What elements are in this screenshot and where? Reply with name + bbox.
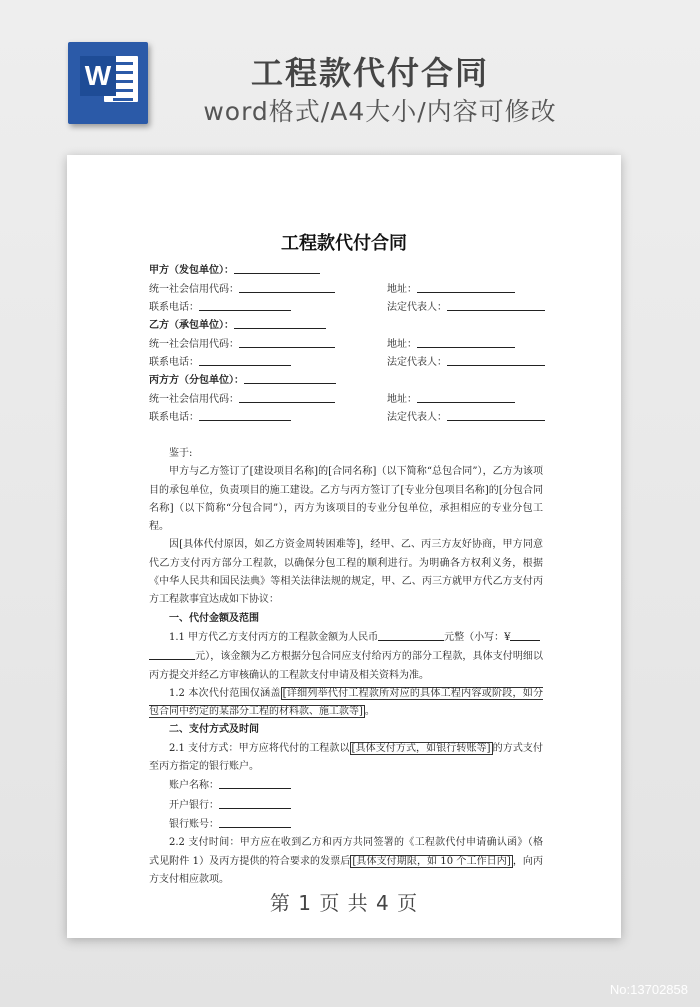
clause-2-1-text-a: 2.1 支付方式：甲方应将代付的工程款以	[169, 742, 350, 754]
party-a-credit-label: 统一社会信用代码：	[149, 283, 239, 295]
party-b-credit-label: 统一社会信用代码：	[149, 338, 239, 350]
bank-row	[149, 796, 543, 815]
party-c-block	[149, 371, 569, 427]
bank-blank	[219, 796, 291, 809]
payment-method-placeholder-box: [具体支付方式，如银行转账等]	[351, 742, 491, 754]
clause-1-2	[149, 685, 543, 722]
account-number-row	[149, 815, 543, 834]
page-footer: 第 1 页 共 4 页	[269, 891, 419, 915]
paragraph-background: 甲方与乙方签订了[建设项目名称]的[合同名称]（以下简称“总包合同”），乙方为该项目的承包单位，负责项目的施工建设。乙方与丙方签订了[专业分包项目名称]的[分包合同名称]（以下简称“分包合同”），丙方为该项目的专业分包单位，承担相应的专业分包工程。	[149, 466, 543, 533]
clause-1-2-text: 1.2 本次代付范围仅涵盖	[169, 687, 281, 699]
party-b-phone-blank	[199, 353, 291, 366]
party-a-address-blank	[417, 280, 515, 293]
clause-1-1	[149, 628, 543, 685]
party-c-phone-blank	[199, 408, 291, 421]
party-a-rep-label: 法定代表人：	[387, 302, 447, 313]
word-letter: W	[80, 56, 116, 96]
payment-deadline-placeholder-box: [具体支付期限，如 10 个工作日内]	[352, 855, 511, 867]
party-b-blank	[234, 316, 326, 329]
header-title: 工程款代付合同	[250, 54, 489, 92]
party-b-rep-label: 法定代表人：	[387, 357, 447, 368]
party-b-block	[149, 316, 569, 372]
party-c-rep-label: 法定代表人：	[387, 412, 447, 423]
header-subtitle: word格式/A4大小/内容可修改	[203, 97, 557, 126]
party-a-address-label: 地址：	[387, 283, 417, 295]
party-c-credit-blank	[239, 390, 335, 403]
image-number-watermark: No:13702858	[609, 982, 688, 997]
account-name-blank	[219, 776, 291, 789]
party-b-address-blank	[417, 335, 515, 348]
clause-2-2	[149, 834, 543, 889]
amount-digits-blank-2	[149, 647, 195, 660]
paragraph-reason: 因[具体代付原因，如乙方资金周转困难等]，经甲、乙、丙三方友好协商，甲方同意代乙方支付丙方部分工程款，以确保分包工程的顺利进行。为明确各方权利义务，根据《中华人民共和国民法典》等相关法律法规的规定，甲、乙、丙三方就甲方代乙方支付丙方工程款事宜达成如下协议：	[149, 539, 543, 606]
account-number-blank	[219, 815, 291, 828]
party-a-rep-blank	[447, 298, 545, 311]
party-c-address-label: 地址：	[387, 393, 417, 405]
clause-2-2-text-a: 2.2 支付时间：甲方应在收到乙方和丙方共同签署的《工程款代付申请确认函》（格式见附件 1）及丙方提供的符合要求的发票后	[149, 837, 543, 867]
party-b-address-label: 地址：	[387, 338, 417, 350]
document-title: 工程款代付合同	[281, 233, 407, 254]
account-number-label: 银行账号：	[169, 818, 219, 830]
amount-digits-blank	[510, 628, 540, 641]
scope-placeholder-box: [详细列举代付工程款所对应的具体工程内容或阶段，如分包合同中约定的某部分工程的材料款、施工款等]	[149, 687, 543, 718]
clause-1-1-text-c: 元），该金额为乙方根据分包合同应支付给丙方的部分工程款，具体支付明细以丙方提交并经乙方审核确认的工程款支付申请及相关资料为准。	[149, 651, 543, 681]
party-c-credit-label: 统一社会信用代码：	[149, 393, 239, 405]
clause-2-2-text-b: ，向丙方支付相应款项。	[149, 855, 544, 885]
party-b-credit-blank	[239, 335, 335, 348]
bank-label: 开户银行：	[169, 799, 219, 811]
party-c-phone-label: 联系电话：	[149, 412, 199, 423]
amount-words-blank	[378, 628, 444, 641]
party-a-credit-blank	[239, 280, 335, 293]
party-a-blank	[234, 261, 320, 274]
document-page	[67, 155, 621, 938]
party-b-label: 乙方（承包单位）：	[149, 320, 234, 331]
party-b-phone-label: 联系电话：	[149, 357, 199, 368]
section-2-heading: 二、支付方式及时间	[169, 724, 259, 736]
party-a-label: 甲方（发包单位）：	[149, 265, 234, 276]
party-c-address-blank	[417, 390, 515, 403]
party-a-block	[149, 261, 569, 317]
account-name-row	[149, 776, 543, 795]
party-a-phone-label: 联系电话：	[149, 302, 199, 313]
party-c-rep-blank	[447, 408, 545, 421]
clause-2-1	[149, 740, 543, 777]
clause-1-1-text-a: 1.1 甲方代乙方支付丙方的工程款金额为人民币	[169, 631, 379, 643]
party-b-rep-blank	[447, 353, 545, 366]
account-name-label: 账户名称：	[169, 780, 219, 792]
clause-1-2-end: 。	[364, 706, 375, 718]
contract-body	[149, 445, 543, 889]
whereas-heading: 鉴于:	[169, 448, 193, 459]
clause-1-1-text-b: 元整（小写：¥	[444, 631, 511, 643]
word-app-icon	[68, 42, 148, 124]
clause-2-1-text-b: 的方式支付至丙方指定的银行账户。	[149, 742, 543, 773]
party-c-blank	[244, 371, 336, 384]
party-c-label: 丙方方（分包单位）：	[149, 375, 244, 386]
section-1-heading: 一、代付金额及范围	[169, 612, 259, 624]
party-a-phone-blank	[199, 298, 291, 311]
